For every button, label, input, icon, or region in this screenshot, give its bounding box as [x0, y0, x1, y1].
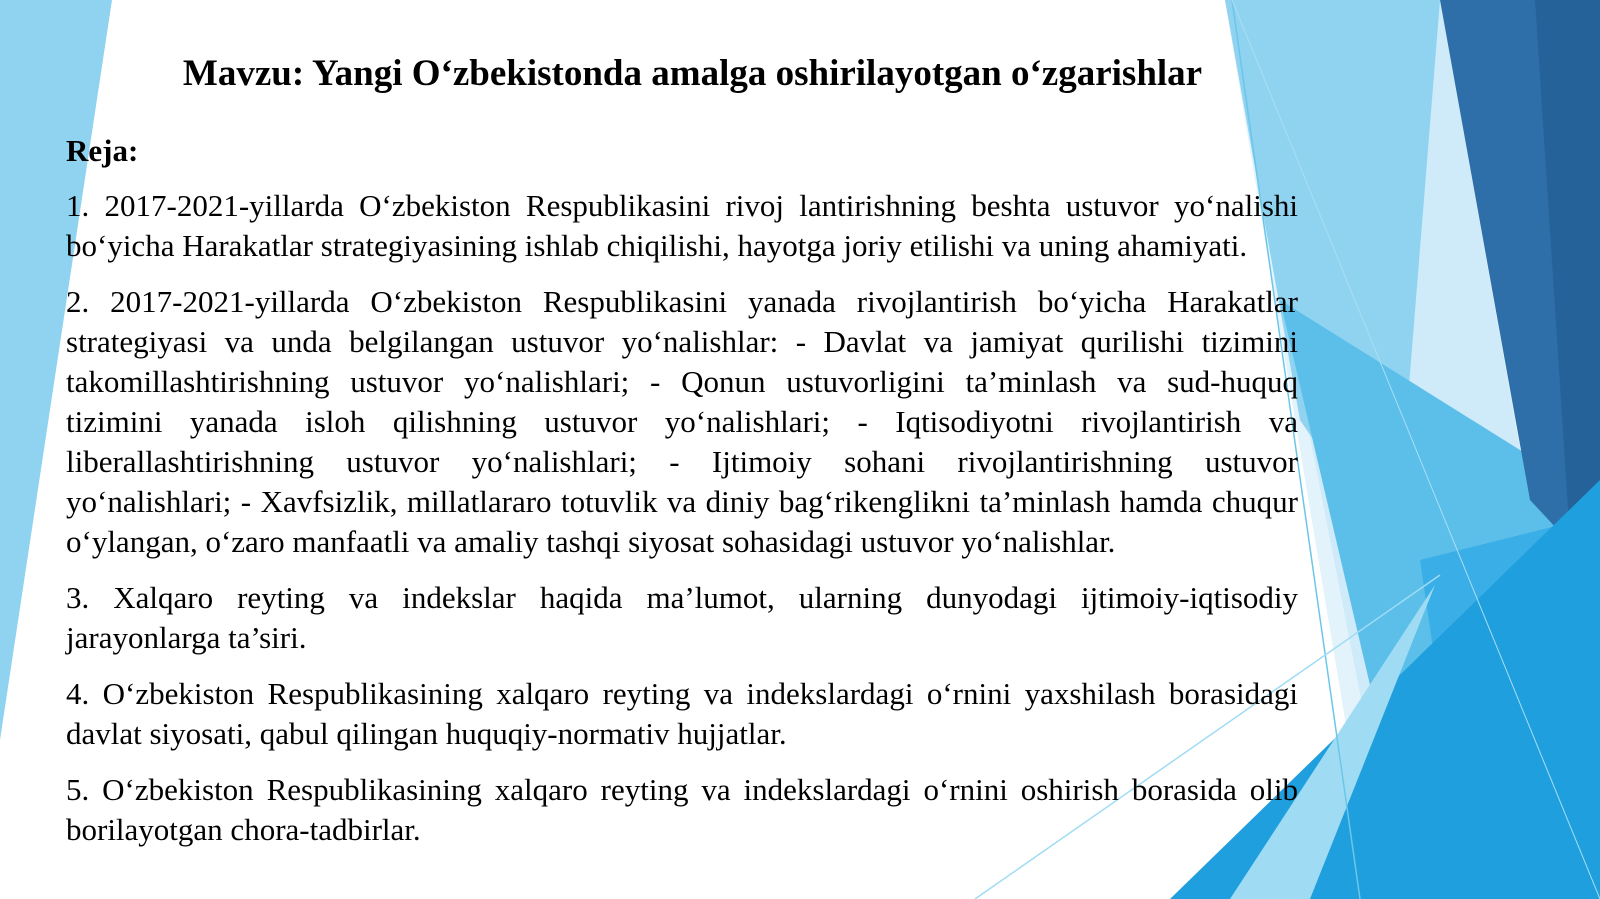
- plan-item-1: 1. 2017-2021-yillarda O‘zbekiston Respublikasini rivoj lantirishning beshta ustuvor yo‘nalishi bo‘yicha Harakatlar strategiyasining ishlab chiqilishi, hayotga joriy etilishi va uning ahamiyati.: [66, 188, 1298, 263]
- page-title: Mavzu: Yangi O‘zbekistonda amalga oshirilayotgan o‘zgarishlar: [182, 53, 1203, 94]
- plan-item-5: 5. O‘zbekiston Respublikasining xalqaro reyting va indekslardagi o‘rnini oshirish borasida olib borilayotgan chora-tadbirlar.: [66, 772, 1298, 847]
- plan-item-2: 2. 2017-2021-yillarda O‘zbekiston Respublikasini yanada rivojlantirish bo‘yicha Harakatlar strategiyasi va unda belgilangan ustuvor yo‘nalishlar: - Davlat va jamiyat qurilishi tizimini takomillashtirishning ustuvor yo‘nalishlari; - Qonun ustuvorligini ta’minlash va sud-huquq tizimini yanada isloh qilishning ustuvor yo‘nalishlari; - Iqtisodiyotni rivojlantirish va liberallashtirishning ustuvor yo‘nalishlari; - Ijtimoiy sohani rivojlantirishning ustuvor yo‘nalishlari; - Xavfsizlik, millatlararo totuvlik va diniy bag‘rikenglikni ta’minlash hamda chuqur o‘ylangan, o‘zaro manfaatli va amaliy tashqi siyosat sohasidagi ustuvor yo‘nalishlar.: [66, 284, 1298, 559]
- plan-item-4: 4. O‘zbekiston Respublikasining xalqaro reyting va indekslardagi o‘rnini yaxshilash borasidagi davlat siyosati, qabul qilingan huquqiy-normativ hujjatlar.: [66, 676, 1298, 751]
- plan-list: [66, 186, 1298, 866]
- plan-label: Reja:: [66, 133, 139, 168]
- plan-item-3: 3. Xalqaro reyting va indekslar haqida ma’lumot, ularning dunyodagi ijtimoiy-iqtisodiy jarayonlarga ta’siri.: [66, 580, 1298, 655]
